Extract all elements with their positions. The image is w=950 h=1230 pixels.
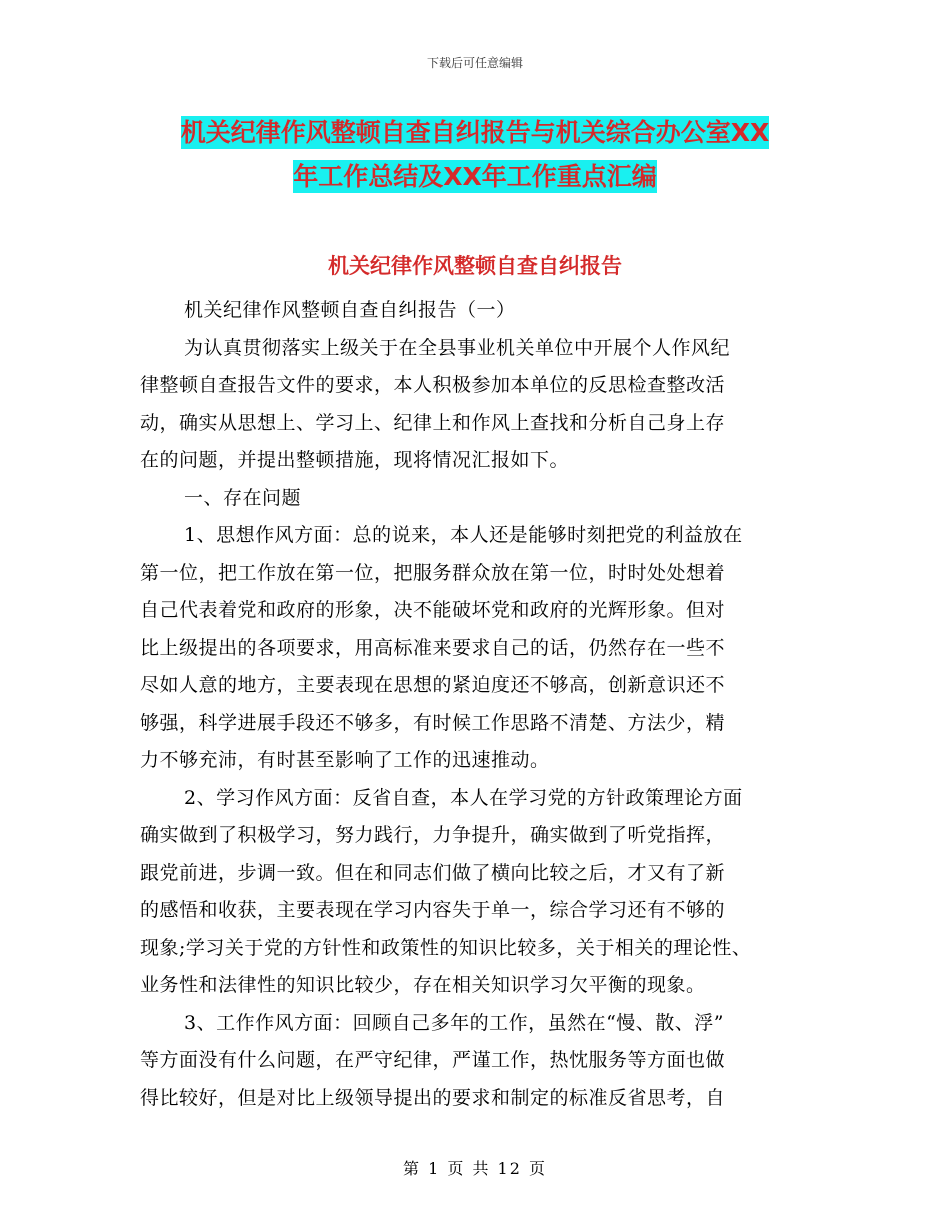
document-body <box>140 292 812 1117</box>
paragraph-line: 确实做到了积极学习，努力践行，力争提升，确实做到了听党指挥， <box>140 824 726 846</box>
paragraph-line: 2、学习作风方面：反省自查，本人在学习党的方针政策理论方面 <box>184 786 743 809</box>
paragraph-line: 跟党前进，步调一致。但在和同志们做了横向比较之后，才又有了新 <box>140 861 726 884</box>
document-title-line-2 <box>140 160 810 193</box>
paragraph-line: 业务性和法律性的知识比较少，存在相关知识学习欠平衡的现象。 <box>140 974 706 996</box>
paragraph-line: 等方面没有什么问题，在严守纪律，严谨工作，热忱服务等方面也做 <box>140 1049 726 1071</box>
paragraph-line: 的感悟和收获，主要表现在学习内容失于单一，综合学习还有不够的 <box>140 899 726 921</box>
paragraph-line: 力不够充沛，有时甚至影响了工作的迅速推动。 <box>140 749 550 771</box>
section-heading: 机关纪律作风整顿自查自纠报告 <box>328 254 622 278</box>
paragraph-line: 第一位，把工作放在第一位，把服务群众放在第一位，时时处处想着 <box>140 561 726 584</box>
page-number-footer: 第 1 页 共 12 页 <box>403 1159 547 1178</box>
subheading: 机关纪律作风整顿自查自纠报告（一） <box>184 299 516 321</box>
document-title-line-1 <box>140 116 810 149</box>
paragraph-line: 动，确实从思想上、学习上、纪律上和作风上查找和分析自己身上存 <box>140 411 726 434</box>
title-line-2-text: 年工作总结及XX年工作重点汇编 <box>293 162 657 191</box>
paragraph-line: 为认真贯彻落实上级关于在全县事业机关单位中开展个人作风纪 <box>184 336 731 359</box>
paragraph-line: 律整顿自查报告文件的要求，本人积极参加本单位的反思检查整改活 <box>140 374 726 396</box>
paragraph-line: 尽如人意的地方，主要表现在思想的紧迫度还不够高，创新意识还不 <box>140 674 726 696</box>
paragraph-line: 比上级提出的各项要求，用高标准来要求自己的话，仍然存在一些不 <box>140 636 726 659</box>
paragraph-line: 够强，科学进展手段还不够多，有时候工作思路不清楚、方法少，精 <box>140 711 726 734</box>
paragraph-line: 得比较好，但是对比上级领导提出的要求和制定的标准反省思考，自 <box>140 1086 726 1109</box>
page-header-note: 下载后可任意编辑 <box>426 56 523 70</box>
paragraph-line: 现象;学习关于党的方针性和政策性的知识比较多，关于相关的理论性、 <box>140 936 752 959</box>
paragraph-line: 1、思想作风方面：总的说来，本人还是能够时刻把党的利益放在 <box>184 524 743 546</box>
subheading: 一、存在问题 <box>184 486 302 509</box>
paragraph-line: 在的问题，并提出整顿措施，现将情况汇报如下。 <box>140 449 570 471</box>
title-line-1-text: 机关纪律作风整顿自查自纠报告与机关综合办公室XX <box>180 118 770 147</box>
paragraph-line: 3、工作作风方面：回顾自己多年的工作，虽然在“慢、散、浮” <box>184 1011 725 1034</box>
paragraph-line: 自己代表着党和政府的形象，决不能破坏党和政府的光辉形象。但对 <box>140 599 726 621</box>
